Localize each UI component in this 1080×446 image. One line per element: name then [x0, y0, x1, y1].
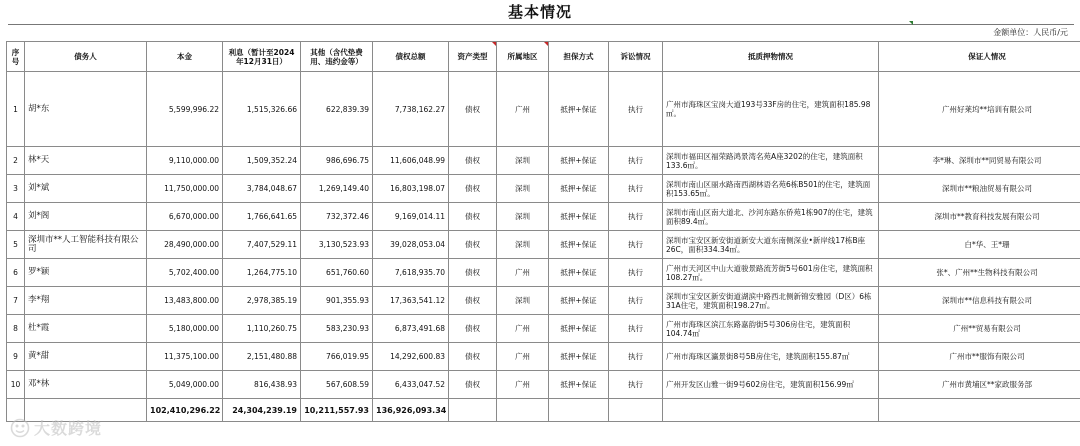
- cell-total: 6,873,491.68: [373, 315, 449, 343]
- cell-region: 深圳: [497, 175, 549, 203]
- cell-interest: 1,110,260.75: [223, 315, 301, 343]
- cell-litigation: 执行: [609, 343, 663, 371]
- cell-litigation: 执行: [609, 175, 663, 203]
- cell-asset-type: 债权: [449, 147, 497, 175]
- cell-collateral: 广州市海珠区宝岗大道193号33F房的住宅，建筑面积185.98㎡。: [663, 72, 879, 147]
- watermark: [10, 416, 102, 439]
- col-header-debtor: 债务人: [25, 42, 147, 72]
- cell-principal: 28,490,000.00: [147, 231, 223, 259]
- cell-guarantee: 抵押+保证: [549, 343, 609, 371]
- totals-blank: [879, 399, 1080, 422]
- cell-principal: 5,599,996.22: [147, 72, 223, 147]
- cell-asset-type: 债权: [449, 231, 497, 259]
- cell-region: 广州: [497, 315, 549, 343]
- cell-litigation: 执行: [609, 147, 663, 175]
- cell-guarantee: 抵押+保证: [549, 203, 609, 231]
- table-row: [7, 72, 1080, 147]
- totals-blank: [497, 399, 549, 422]
- cell-guarantor: 深圳市**教育科技发展有限公司: [879, 203, 1080, 231]
- table-row: [7, 175, 1080, 203]
- cell-guarantee: 抵押+保证: [549, 72, 609, 147]
- cell-other: 901,355.93: [301, 287, 373, 315]
- cell-collateral: 深圳市宝安区新安街道新安大道东南侧深业•新岸线17栋B座26C，面积334.34㎡。: [663, 231, 879, 259]
- col-header-principal: 本金: [147, 42, 223, 72]
- cell-region: 广州: [497, 371, 549, 399]
- cell-guarantor: 白*华、王*珊: [879, 231, 1080, 259]
- cell-asset-type: 债权: [449, 371, 497, 399]
- cell-litigation: 执行: [609, 315, 663, 343]
- cell-interest: 1,509,352.24: [223, 147, 301, 175]
- cell-asset-type: 债权: [449, 175, 497, 203]
- cell-collateral: 广州市海珠区瀛景街8号5B房住宅，建筑面积155.87㎡: [663, 343, 879, 371]
- cell-total: 11,606,048.99: [373, 147, 449, 175]
- cell-total: 39,028,053.04: [373, 231, 449, 259]
- cell-guarantor: 深圳市**粮油贸易有限公司: [879, 175, 1080, 203]
- cell-collateral: 深圳市宝安区新安街道湖滨中路西北侧新锦安雅园（D区）6栋31A住宅，建筑面积198.27㎡。: [663, 287, 879, 315]
- cell-guarantor: 广州**贸易有限公司: [879, 315, 1080, 343]
- cell-region: 广州: [497, 72, 549, 147]
- debt-table: [6, 41, 1080, 422]
- cell-debtor: 刘*阁: [25, 203, 147, 231]
- title-divider: [8, 24, 1074, 25]
- cell-no: 10: [7, 371, 25, 399]
- totals-blank: [663, 399, 879, 422]
- table-row: [7, 203, 1080, 231]
- cell-debtor: 罗*颖: [25, 259, 147, 287]
- cell-other: 1,269,149.40: [301, 175, 373, 203]
- cell-other: 567,608.59: [301, 371, 373, 399]
- cell-guarantee: 抵押+保证: [549, 231, 609, 259]
- cell-other: 583,230.93: [301, 315, 373, 343]
- cell-guarantor: 广州市黄埔区**家政服务部: [879, 371, 1080, 399]
- watermark-text: 大数跨境: [34, 419, 103, 438]
- cell-asset-type: 债权: [449, 287, 497, 315]
- cell-guarantor: 广州市**服饰有限公司: [879, 343, 1080, 371]
- cell-other: 986,696.75: [301, 147, 373, 175]
- table-row: [7, 315, 1080, 343]
- table-row: [7, 231, 1080, 259]
- total-interest: 24,304,239.19: [223, 399, 301, 422]
- comment-marker-red: [492, 42, 496, 46]
- cell-collateral: 深圳市福田区福荣路鸿景湾名苑A座3202的住宅，建筑面积133.6㎡。: [663, 147, 879, 175]
- cell-total: 7,738,162.27: [373, 72, 449, 147]
- cell-guarantor: 张*、广州**生物科技有限公司: [879, 259, 1080, 287]
- cell-asset-type: 债权: [449, 259, 497, 287]
- cell-other: 766,019.95: [301, 343, 373, 371]
- cell-collateral: 广州市天河区中山大道骏景路流芳街5号601房住宅，建筑面积108.27㎡。: [663, 259, 879, 287]
- col-header-region: 所属地区: [497, 42, 549, 72]
- table-row: [7, 259, 1080, 287]
- cell-no: 5: [7, 231, 25, 259]
- cell-asset-type: 债权: [449, 72, 497, 147]
- cell-region: 深圳: [497, 147, 549, 175]
- cell-interest: 1,766,641.65: [223, 203, 301, 231]
- cell-guarantor: 广州好莱坞**培训有限公司: [879, 72, 1080, 147]
- cell-debtor: 林*天: [25, 147, 147, 175]
- cell-no: 9: [7, 343, 25, 371]
- cell-litigation: 执行: [609, 287, 663, 315]
- totals-blank: [549, 399, 609, 422]
- cell-guarantor: 李*琳、深圳市**同贸易有限公司: [879, 147, 1080, 175]
- cell-other: 651,760.60: [301, 259, 373, 287]
- cell-principal: 5,180,000.00: [147, 315, 223, 343]
- cell-other: 732,372.46: [301, 203, 373, 231]
- cell-principal: 5,049,000.00: [147, 371, 223, 399]
- cell-guarantee: 抵押+保证: [549, 259, 609, 287]
- cell-no: 1: [7, 72, 25, 147]
- col-header-no: 序号: [7, 42, 25, 72]
- total-other: 10,211,557.93: [301, 399, 373, 422]
- totals-blank: [449, 399, 497, 422]
- table-row: [7, 147, 1080, 175]
- cell-interest: 1,264,775.10: [223, 259, 301, 287]
- col-header-interest: 利息（暂计至2024年12月31日）: [223, 42, 301, 72]
- cell-debtor: 李*翔: [25, 287, 147, 315]
- total-sum: 136,926,093.34: [373, 399, 449, 422]
- cell-asset-type: 债权: [449, 203, 497, 231]
- cell-region: 广州: [497, 343, 549, 371]
- cell-guarantor: 深圳市**信息科技有限公司: [879, 287, 1080, 315]
- cell-debtor: 胡*东: [25, 72, 147, 147]
- table-row: [7, 343, 1080, 371]
- cell-interest: 3,784,048.67: [223, 175, 301, 203]
- col-header-litigation: 诉讼情况: [609, 42, 663, 72]
- cell-region: 深圳: [497, 203, 549, 231]
- cell-interest: 2,151,480.88: [223, 343, 301, 371]
- cell-no: 4: [7, 203, 25, 231]
- cell-interest: 7,407,529.11: [223, 231, 301, 259]
- cell-litigation: 执行: [609, 371, 663, 399]
- cell-total: 9,169,014.11: [373, 203, 449, 231]
- cell-no: 2: [7, 147, 25, 175]
- cell-litigation: 执行: [609, 231, 663, 259]
- cell-total: 16,803,198.07: [373, 175, 449, 203]
- cell-interest: 2,978,385.19: [223, 287, 301, 315]
- cell-principal: 13,483,800.00: [147, 287, 223, 315]
- cell-debtor: 杜*霞: [25, 315, 147, 343]
- cell-debtor: 深圳市**人工智能科技有限公司: [25, 231, 147, 259]
- cell-asset-type: 债权: [449, 343, 497, 371]
- col-header-guarantor: 保证人情况: [879, 42, 1080, 72]
- col-header-collateral: 抵质押物情况: [663, 42, 879, 72]
- page-title: 基本情况: [507, 3, 572, 21]
- cell-other: 3,130,523.93: [301, 231, 373, 259]
- table-row: [7, 287, 1080, 315]
- cell-collateral: 深圳市南山区南大道北、沙河东路东侨苑1栋907的住宅，建筑面积89.4㎡。: [663, 203, 879, 231]
- cell-interest: 816,438.93: [223, 371, 301, 399]
- cell-principal: 6,670,000.00: [147, 203, 223, 231]
- cell-collateral: 深圳市南山区丽水路南西湖林语名苑6栋B501的住宅，建筑面积153.65㎡。: [663, 175, 879, 203]
- table-row: [7, 371, 1080, 399]
- cell-total: 17,363,541.12: [373, 287, 449, 315]
- cell-total: 14,292,600.83: [373, 343, 449, 371]
- cell-guarantee: 抵押+保证: [549, 315, 609, 343]
- col-header-guarantee: 担保方式: [549, 42, 609, 72]
- totals-row: [7, 399, 1080, 422]
- cell-other: 622,839.39: [301, 72, 373, 147]
- cell-interest: 1,515,326.66: [223, 72, 301, 147]
- comment-marker-green: [909, 21, 913, 25]
- cell-guarantee: 抵押+保证: [549, 287, 609, 315]
- cell-total: 7,618,935.70: [373, 259, 449, 287]
- cell-total: 6,433,047.52: [373, 371, 449, 399]
- cell-collateral: 广州开发区山雅一街9号602房住宅，建筑面积156.99㎡: [663, 371, 879, 399]
- cell-asset-type: 债权: [449, 315, 497, 343]
- col-header-other: 其他（含代垫费用、违约金等）: [301, 42, 373, 72]
- totals-blank: [609, 399, 663, 422]
- cell-guarantee: 抵押+保证: [549, 371, 609, 399]
- cell-litigation: 执行: [609, 203, 663, 231]
- cell-debtor: 刘*斌: [25, 175, 147, 203]
- total-principal: 102,410,296.22: [147, 399, 223, 422]
- cell-debtor: 黄*甜: [25, 343, 147, 371]
- cell-debtor: 邓*林: [25, 371, 147, 399]
- cell-collateral: 广州市海珠区滨江东路嘉韵街5号306房住宅，建筑面积104.74㎡: [663, 315, 879, 343]
- table-header-row: [7, 42, 1080, 72]
- cell-litigation: 执行: [609, 72, 663, 147]
- cell-no: 3: [7, 175, 25, 203]
- col-header-total: 债权总额: [373, 42, 449, 72]
- cell-region: 深圳: [497, 231, 549, 259]
- cell-no: 8: [7, 315, 25, 343]
- unit-note: 金额单位：人民币/元: [993, 28, 1068, 37]
- cell-region: 广州: [497, 259, 549, 287]
- cell-litigation: 执行: [609, 259, 663, 287]
- comment-marker-red: [544, 42, 548, 46]
- cell-guarantee: 抵押+保证: [549, 175, 609, 203]
- cell-no: 6: [7, 259, 25, 287]
- cell-region: 深圳: [497, 287, 549, 315]
- cell-principal: 9,110,000.00: [147, 147, 223, 175]
- cell-guarantee: 抵押+保证: [549, 147, 609, 175]
- cell-principal: 5,702,400.00: [147, 259, 223, 287]
- watermark-logo-icon: [10, 418, 30, 438]
- cell-principal: 11,750,000.00: [147, 175, 223, 203]
- cell-principal: 11,375,100.00: [147, 343, 223, 371]
- col-header-asset-type: 资产类型: [449, 42, 497, 72]
- cell-no: 7: [7, 287, 25, 315]
